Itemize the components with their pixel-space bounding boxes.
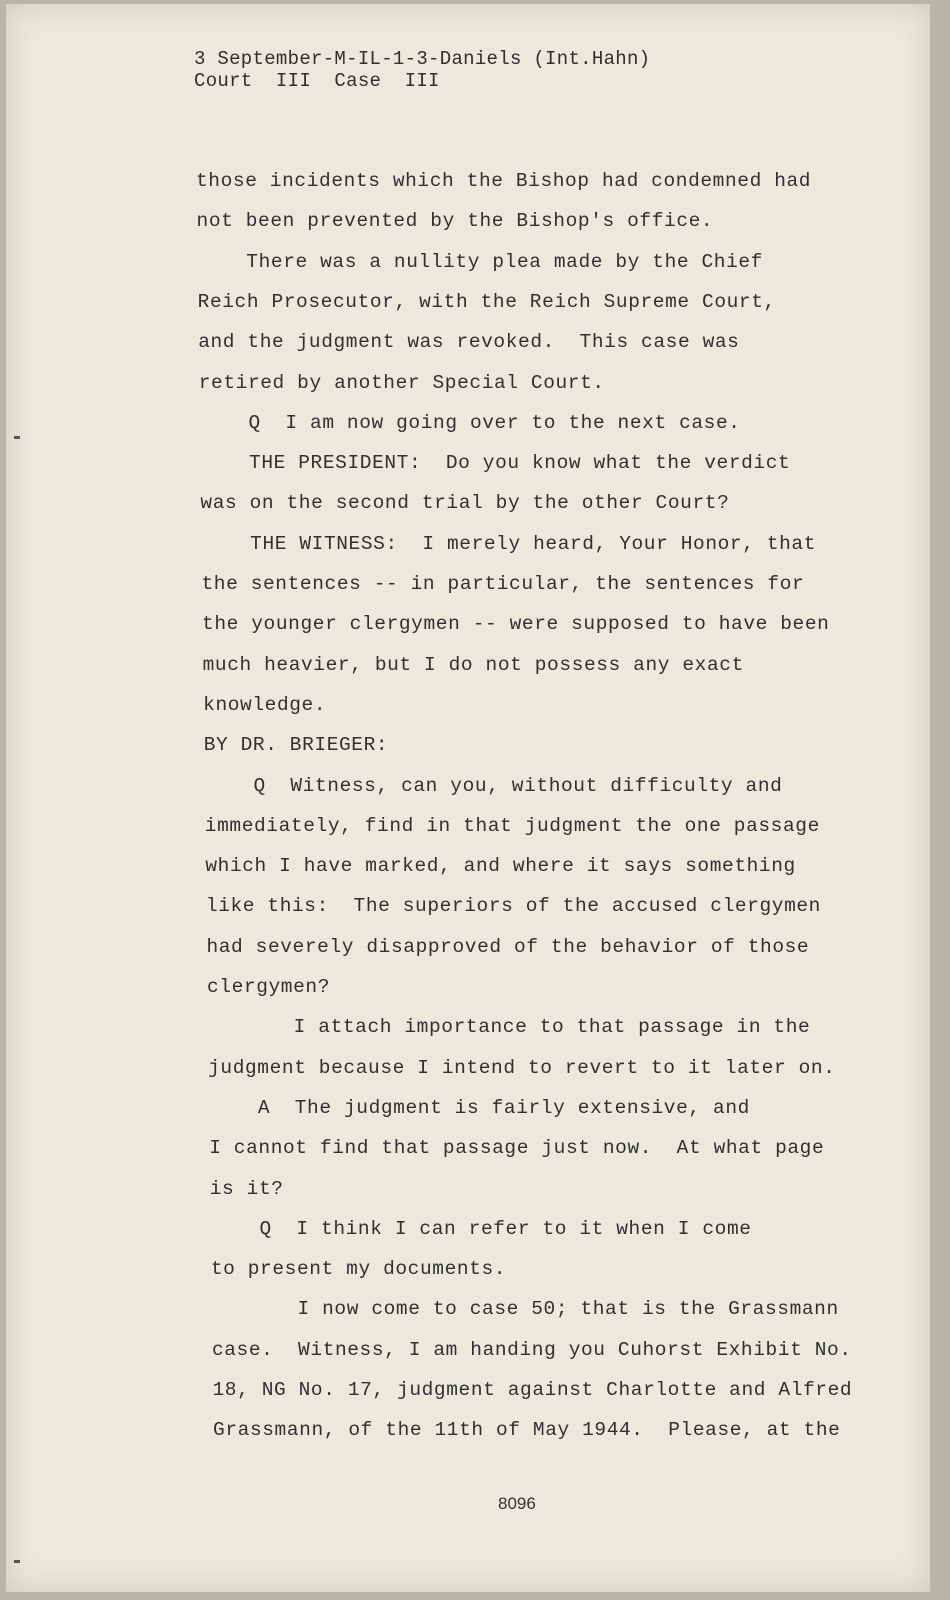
transcript-line: I cannot find that passage just now. At what page [209,1137,825,1160]
transcript-line: had severely disapproved of the behavior of those [206,935,810,958]
transcript-line: clergymen? [207,976,331,998]
page-number: 8096 [498,1494,536,1513]
transcript-line: There was a nullity plea made by the Chief [197,250,763,273]
transcript-line: 18, NG No. 17, judgment against Charlotte and Alfred [212,1379,853,1401]
transcript-line: immediately, find in that judgment the one passage [204,814,820,837]
transcript-line: Q I am now going over to the next case. [199,411,741,434]
transcript-line: to present my documents. [210,1258,507,1281]
transcript-line: THE PRESIDENT: Do you know what the verdict [199,452,791,475]
transcript-line: THE WITNESS: I merely heard, Your Honor, that [200,532,817,555]
transcript-line: BY DR. BRIEGER: [203,734,389,757]
page-header [194,48,650,92]
header-line-2: Court III Case III [194,70,440,92]
transcript-line: like this: The superiors of the accused clergymen [205,895,821,918]
transcript-line: A The judgment is fairly extensive, and [208,1096,750,1119]
transcript-line: which I have marked, and where it says something [205,855,796,878]
transcript-line: judgment because I intend to revert to it later on. [208,1056,836,1079]
transcript-line: those incidents which the Bishop had condemned had [196,170,812,192]
transcript-line: I now come to case 50; that is the Grassmann [211,1298,839,1321]
transcript-line: Q I think I can refer to it when I come [210,1217,752,1240]
transcript-line: Reich Prosecutor, with the Reich Supreme Court, [197,290,776,313]
margin-mark [14,436,20,439]
transcript-line: not been prevented by the Bishop's office. [196,210,714,233]
transcript-line: retired by another Special Court. [198,371,605,394]
margin-mark [14,1560,20,1563]
document-page [6,4,930,1592]
transcript-line: was on the second trial by the other Court? [200,492,730,515]
transcript-line: case. Witness, I am handing you Cuhorst Exhibit No. [211,1338,852,1361]
transcript-line: and the judgment was revoked. This case was [198,331,740,354]
transcript-line: the younger clergymen -- were supposed to have been [202,613,830,636]
transcript-line: much heavier, but I do not possess any exact [202,653,744,676]
transcript-line: the sentences -- in particular, the sentences for [201,573,805,595]
transcript-line: is it? [209,1177,284,1200]
transcript-line: I attach importance to that passage in the [207,1016,811,1039]
transcript-line: Grassmann, of the 11th of May 1944. Please, at the [213,1419,841,1442]
header-line-1: 3 September-M-IL-1-3-Daniels (Int.Hahn) [194,48,651,70]
transcript-line: knowledge. [203,693,327,716]
transcript-line: Q Witness, can you, without difficulty and [204,774,783,797]
